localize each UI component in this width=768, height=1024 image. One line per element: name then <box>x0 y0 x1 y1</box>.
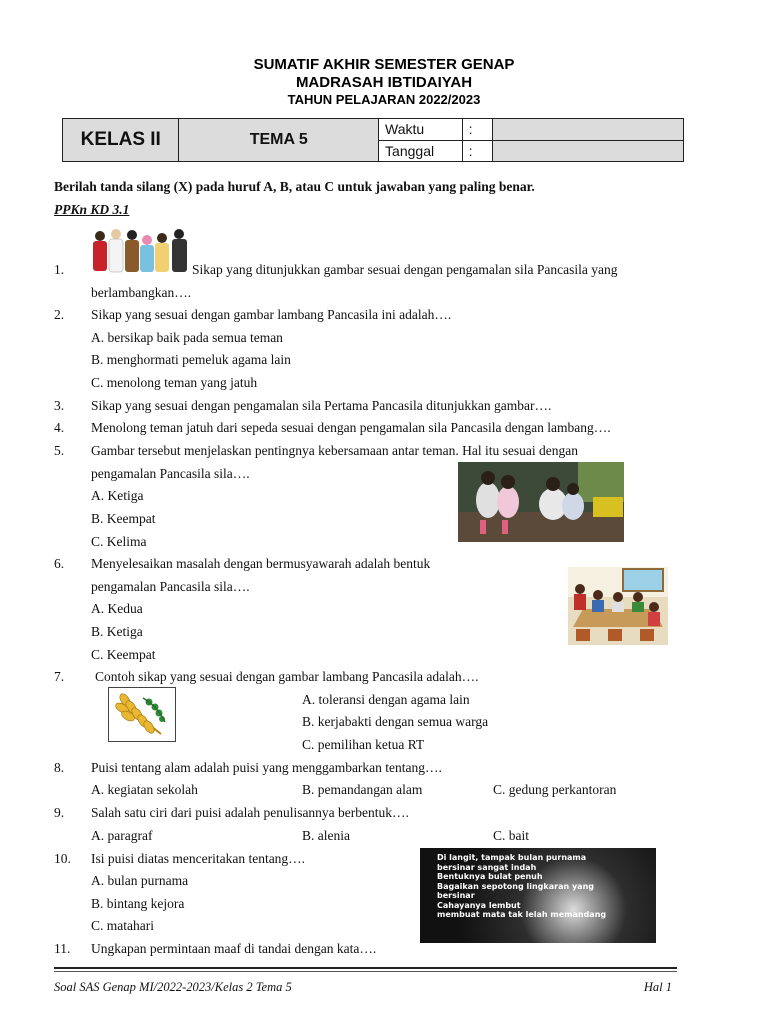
q6-text-cont: pengamalan Pancasila sila…. <box>91 579 250 594</box>
q5-option-c[interactable]: C. Kelima <box>91 534 147 549</box>
rice-cotton-symbol-image <box>108 687 176 742</box>
poem-line-2: bersinar sangat indah <box>437 862 537 872</box>
q3-text: Sikap yang sesuai dengan pengamalan sila Pertama Pancasila ditunjukkan gambar…. <box>91 398 552 413</box>
footer-divider <box>54 967 677 969</box>
q4-text: Menolong teman jatuh dari sepeda sesuai dengan pengamalan sila Pancasila dengan lambang…. <box>91 420 611 435</box>
q10-option-b[interactable]: B. bintang kejora <box>91 896 185 911</box>
q8-option-b[interactable]: B. pemandangan alam <box>302 782 423 797</box>
exam-title: SUMATIF AKHIR SEMESTER GENAP <box>253 56 515 73</box>
academic-year: TAHUN PELAJARAN 2022/2023 <box>287 92 481 107</box>
q7-option-b[interactable]: B. kerjabakti dengan semua warga <box>302 714 489 729</box>
class-info-table <box>62 118 684 162</box>
q7-text: Contoh sikap yang sesuai dengan gambar lambang Pancasila adalah…. <box>95 669 479 684</box>
q9-number: 9. <box>54 805 65 820</box>
date-label: Tanggal <box>379 140 463 162</box>
q10-number: 10. <box>54 851 71 866</box>
q5-text-cont: pengamalan Pancasila sila…. <box>91 466 250 481</box>
q1-number: 1. <box>54 262 65 277</box>
q9-option-b[interactable]: B. alenia <box>302 828 350 843</box>
date-colon: : <box>462 140 492 162</box>
diverse-people-image <box>90 226 192 274</box>
children-discussion-image <box>568 567 668 645</box>
poem-line-4: Bagaikan sepotong lingkaran yang <box>437 881 594 891</box>
q1-text-cont: berlambangkan…. <box>91 285 192 300</box>
q3-number: 3. <box>54 398 65 413</box>
q4-number: 4. <box>54 420 65 435</box>
q2-option-b[interactable]: B. menghormati pemeluk agama lain <box>91 352 291 367</box>
q6-number: 6. <box>54 556 65 571</box>
q5-option-b[interactable]: B. Keempat <box>91 511 156 526</box>
q11-number: 11. <box>54 941 71 956</box>
q8-text: Puisi tentang alam adalah puisi yang menggambarkan tentang…. <box>91 760 442 775</box>
poem-line-1: Di langit, tampak bulan purnama <box>437 853 587 862</box>
poem-line-3: Bentuknya bulat penuh <box>437 872 543 881</box>
q5-text: Gambar tersebut menjelaskan pentingnya kebersamaan antar teman. Hal itu sesuai dengan <box>91 443 578 458</box>
poem-line-5: bersinar <box>437 891 475 900</box>
q5-number: 5. <box>54 443 65 458</box>
theme-label: TEMA 5 <box>179 119 379 162</box>
time-colon: : <box>462 119 492 141</box>
time-label: Waktu <box>379 119 463 141</box>
q2-option-c[interactable]: C. menolong teman yang jatuh <box>91 375 258 390</box>
school-name: MADRASAH IBTIDAIYAH <box>295 74 473 91</box>
q11-text: Ungkapan permintaan maaf di tandai dengan kata…. <box>91 941 377 956</box>
section-title: PPKn KD 3.1 <box>54 202 130 217</box>
footer-document-info: Soal SAS Genap MI/2022-2023/Kelas 2 Tema 5 <box>54 980 292 994</box>
poem-line-7: membuat mata tak lelah memandang <box>437 910 607 919</box>
q8-option-a[interactable]: A. kegiatan sekolah <box>91 782 198 797</box>
q7-option-c[interactable]: C. pemilihan ketua RT <box>302 737 425 752</box>
q8-option-c[interactable]: C. gedung perkantoran <box>493 782 617 797</box>
q7-number: 7. <box>54 669 65 684</box>
q6-option-b[interactable]: B. Ketiga <box>91 624 143 639</box>
class-label: KELAS II <box>63 119 179 162</box>
q6-option-c[interactable]: C. Keempat <box>91 647 156 662</box>
time-value-field[interactable] <box>492 119 683 141</box>
q8-number: 8. <box>54 760 65 775</box>
q9-option-c[interactable]: C. bait <box>493 828 529 843</box>
q2-text: Sikap yang sesuai dengan gambar lambang Pancasila ini adalah…. <box>91 307 452 322</box>
instruction: Berilah tanda silang (X) pada huruf A, B, atau C untuk jawaban yang paling benar. <box>54 179 535 194</box>
q2-number: 2. <box>54 307 65 322</box>
q9-text: Salah satu ciri dari puisi adalah penulisannya berbentuk…. <box>91 805 409 820</box>
q7-option-a[interactable]: A. toleransi dengan agama lain <box>302 692 470 707</box>
q2-option-a[interactable]: A. bersikap baik pada semua teman <box>91 330 283 345</box>
q6-option-a[interactable]: A. Kedua <box>91 601 143 616</box>
q9-option-a[interactable]: A. paragraf <box>91 828 153 843</box>
footer-page-number: Hal 1 <box>643 980 672 994</box>
q6-text: Menyelesaikan masalah dengan bermusyawarah adalah bentuk <box>91 556 431 571</box>
footer-divider-thin <box>54 971 677 972</box>
date-value-field[interactable] <box>492 140 683 162</box>
friends-playing-photo <box>458 462 624 542</box>
moon-poem-image <box>420 848 656 943</box>
q10-text: Isi puisi diatas menceritakan tentang…. <box>91 851 306 866</box>
q1-text: Sikap yang ditunjukkan gambar sesuai dengan pengamalan sila Pancasila yang <box>192 262 618 277</box>
q5-option-a[interactable]: A. Ketiga <box>91 488 144 503</box>
q10-option-a[interactable]: A. bulan purnama <box>91 873 189 888</box>
poem-line-6: Cahayanya lembut <box>437 900 521 910</box>
q10-option-c[interactable]: C. matahari <box>91 918 154 933</box>
